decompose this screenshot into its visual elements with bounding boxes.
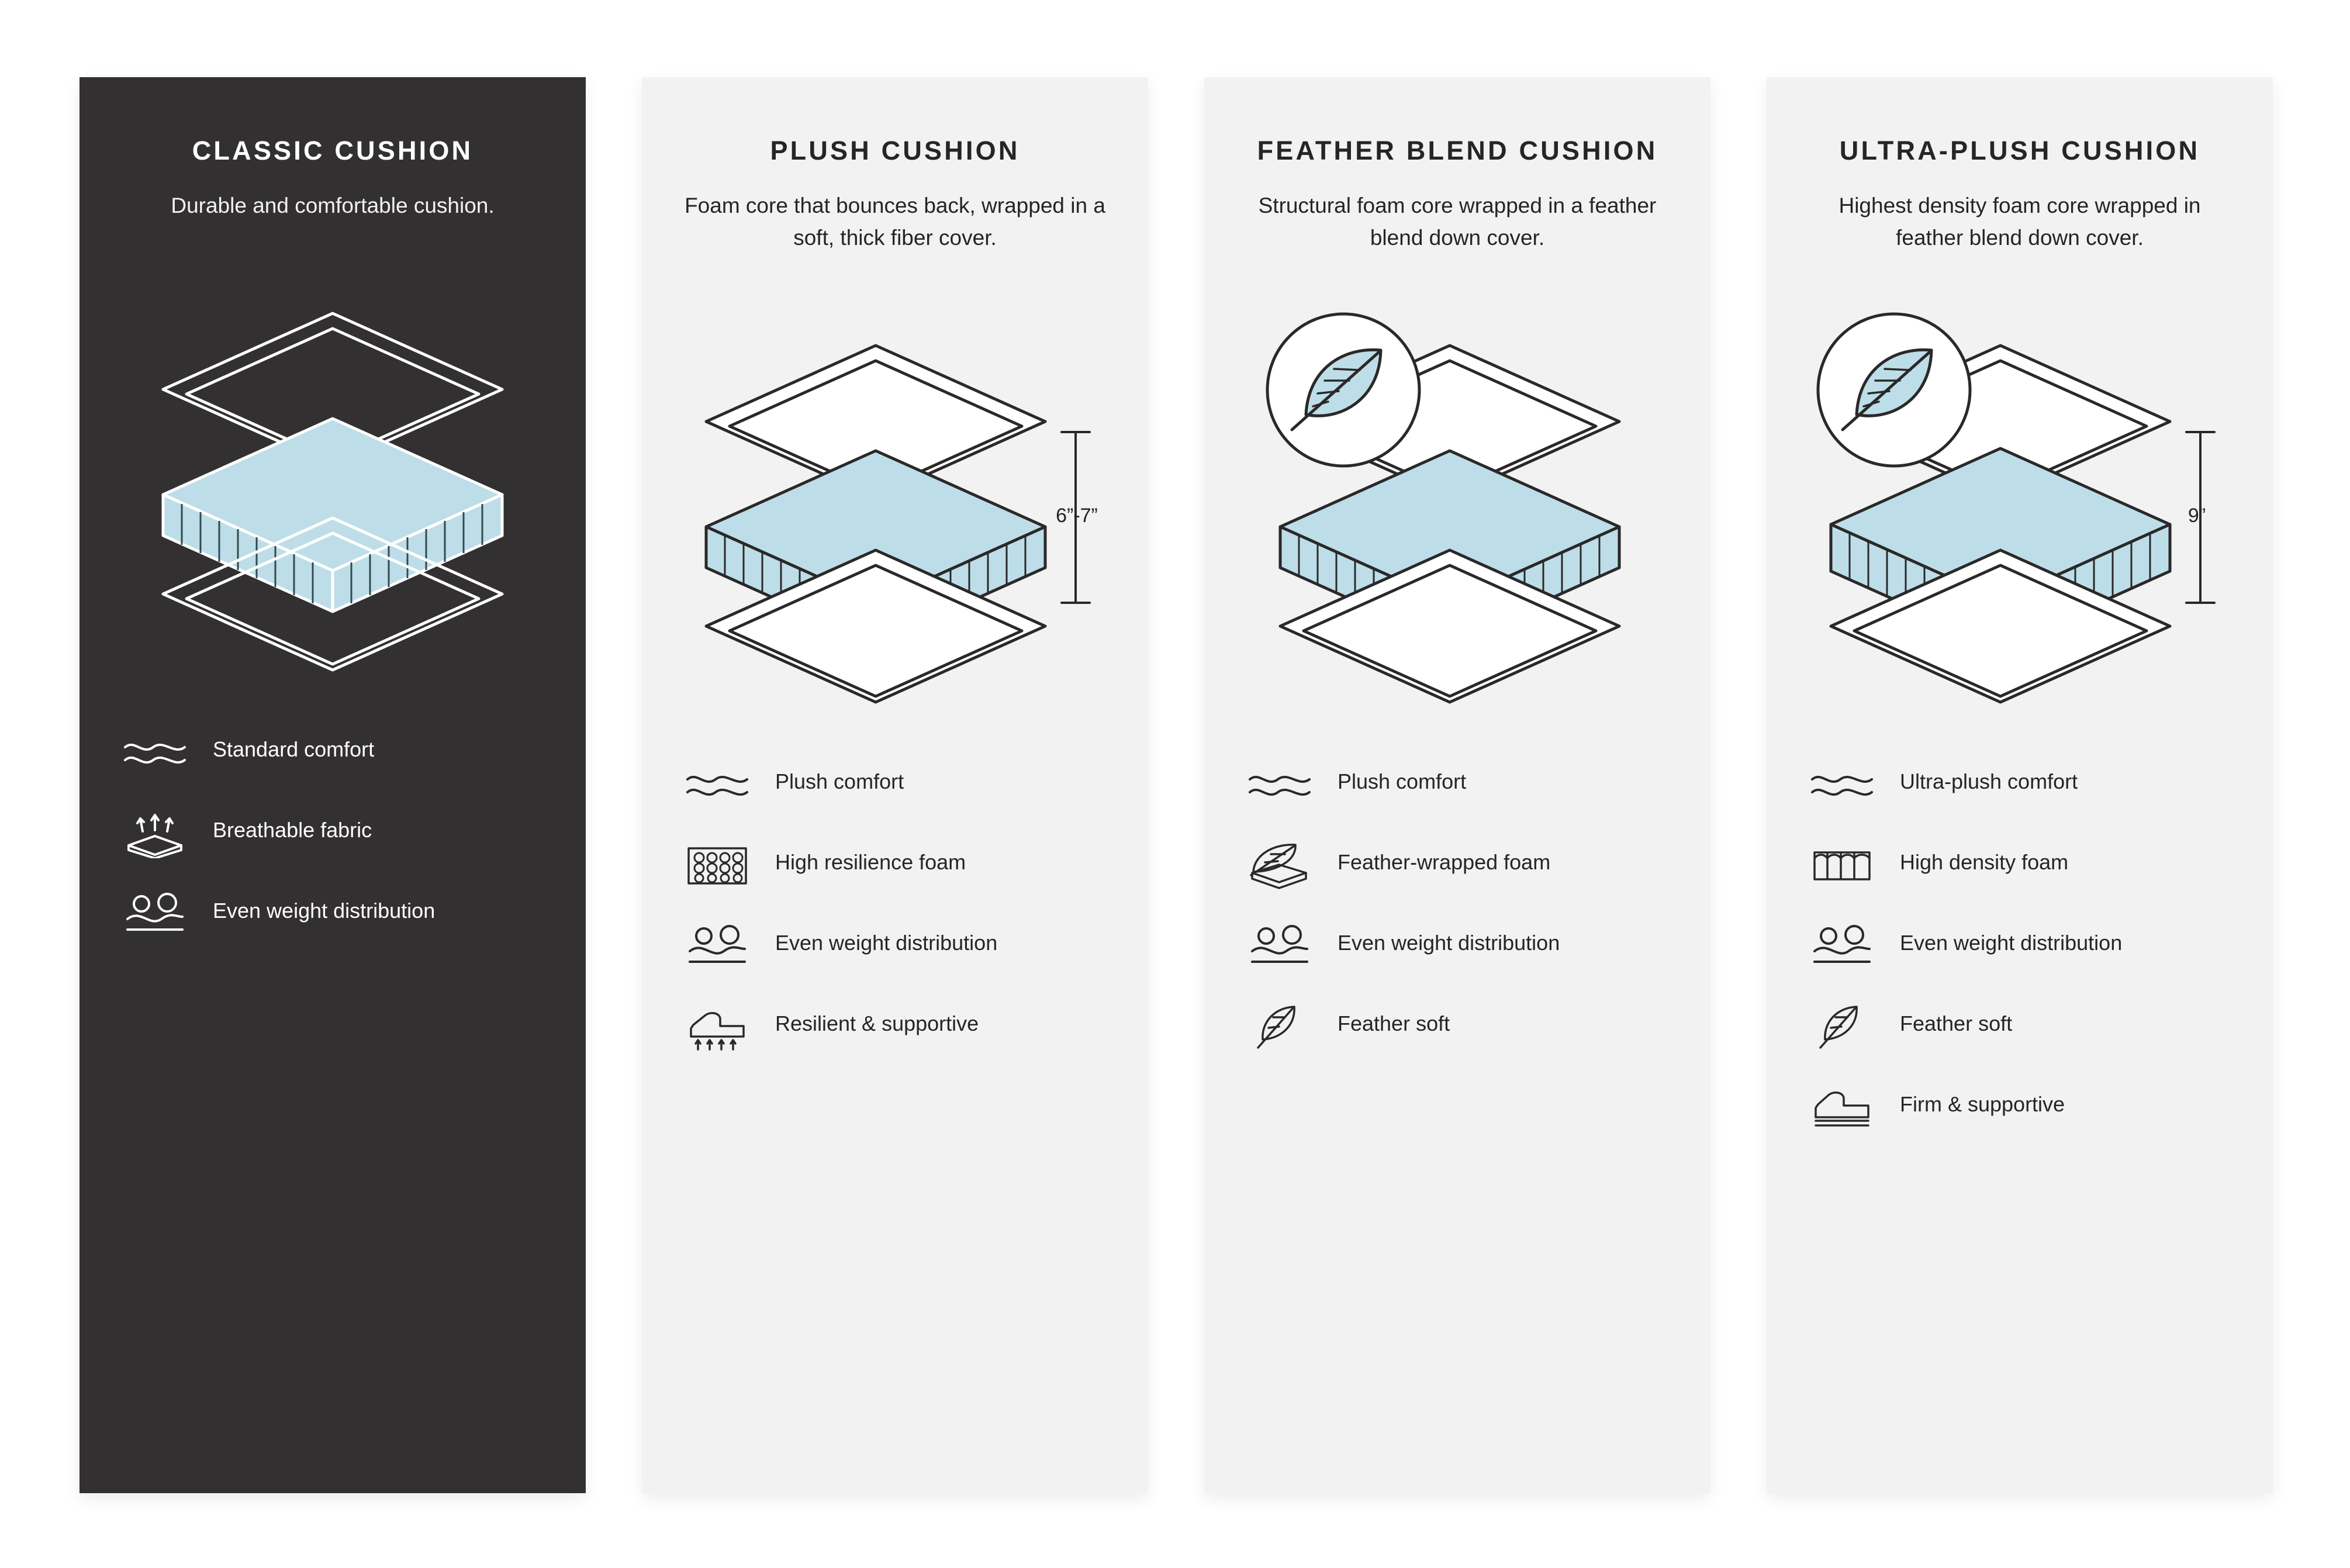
- card-title: ULTRA-PLUSH CUSHION: [1839, 136, 2200, 165]
- feature-label: High resilience foam: [775, 849, 966, 874]
- feature-label: Even weight distribution: [1900, 930, 2123, 955]
- card-title: PLUSH CUSHION: [770, 136, 1020, 165]
- feature-label: Plush comfort: [1338, 769, 1467, 793]
- weight-distribution-icon: [683, 920, 752, 973]
- wave-lines-icon: [1245, 758, 1314, 812]
- feature-item: [1808, 1000, 2232, 1056]
- feature-item: [1245, 839, 1670, 895]
- cushion-diagram-classic: [120, 243, 545, 711]
- cushion-card-classic: [80, 77, 586, 1493]
- cushion-card-row: [80, 77, 2278, 1493]
- card-description: Highest density foam core wrapped in feather blend down cover.: [1838, 194, 2201, 250]
- feature-item: [1808, 758, 2232, 814]
- card-description: Foam core that bounces back, wrapped in a soft, thick fiber cover.: [685, 194, 1105, 250]
- feature-label: Ultra-plush comfort: [1900, 769, 2078, 793]
- honeycomb-foam-icon: [683, 839, 752, 893]
- feature-item: [120, 726, 545, 782]
- dimension-label: 6”-7”: [1056, 504, 1098, 527]
- feature-item: [683, 920, 1107, 976]
- feather-badge-icon: [1267, 314, 1419, 466]
- feature-label: Feather soft: [1338, 1011, 1450, 1035]
- feature-item: [683, 1000, 1107, 1056]
- feature-item: [1245, 920, 1670, 976]
- cushion-card-plush: [642, 77, 1148, 1493]
- resilient-support-icon: [683, 1000, 752, 1054]
- feature-list: [683, 758, 1107, 1056]
- feature-item: [1245, 1000, 1670, 1056]
- feature-label: Resilient & supportive: [775, 1011, 979, 1035]
- feature-label: Plush comfort: [775, 769, 904, 793]
- cushion-diagram-plush: [683, 275, 1107, 743]
- feature-label: Breathable fabric: [213, 818, 372, 842]
- feature-list: [1245, 758, 1670, 1056]
- feature-label: Even weight distribution: [213, 899, 436, 923]
- feature-item: [683, 758, 1107, 814]
- feature-label: Firm & supportive: [1900, 1092, 2065, 1116]
- wave-lines-icon: [1808, 758, 1876, 812]
- firm-support-icon: [1808, 1081, 1876, 1135]
- feature-label: Feather-wrapped foam: [1338, 849, 1551, 874]
- wave-lines-icon: [683, 758, 752, 812]
- cushion-diagram-feather-blend: [1245, 275, 1670, 743]
- card-description: Durable and comfortable cushion.: [171, 194, 495, 218]
- feather-wrapped-foam-icon: [1245, 839, 1314, 893]
- feature-item: [1808, 920, 2232, 976]
- cushion-card-feather-blend: [1204, 77, 1710, 1493]
- card-description: Structural foam core wrapped in a feather blend down cover.: [1258, 194, 1657, 250]
- feature-item: [1808, 839, 2232, 895]
- feature-item: [120, 807, 545, 863]
- feather-badge-icon: [1818, 314, 1970, 466]
- feature-label: Even weight distribution: [1338, 930, 1560, 955]
- weight-distribution-icon: [120, 887, 189, 941]
- weight-distribution-icon: [1245, 920, 1314, 973]
- high-density-foam-icon: [1808, 839, 1876, 893]
- cushion-diagram-ultra-plush: [1808, 275, 2232, 743]
- weight-distribution-icon: [1808, 920, 1876, 973]
- feature-item: [1808, 1081, 2232, 1137]
- card-title: CLASSIC CUSHION: [192, 136, 474, 165]
- feature-item: [120, 887, 545, 944]
- dimension-label: 9”: [2187, 504, 2206, 527]
- feature-list: [1808, 758, 2232, 1137]
- feature-list: [120, 726, 545, 944]
- feature-label: Standard comfort: [213, 737, 375, 762]
- feather-icon: [1245, 1000, 1314, 1054]
- wave-lines-icon: [120, 726, 189, 780]
- feature-item: [683, 839, 1107, 895]
- breathable-fabric-icon: [120, 807, 189, 861]
- feature-label: High density foam: [1900, 849, 2069, 874]
- feature-label: Feather soft: [1900, 1011, 2013, 1035]
- card-title: FEATHER BLEND CUSHION: [1257, 136, 1658, 165]
- feature-label: Even weight distribution: [775, 930, 998, 955]
- feature-item: [1245, 758, 1670, 814]
- cushion-card-ultra-plush: [1767, 77, 2273, 1493]
- feather-icon: [1808, 1000, 1876, 1054]
